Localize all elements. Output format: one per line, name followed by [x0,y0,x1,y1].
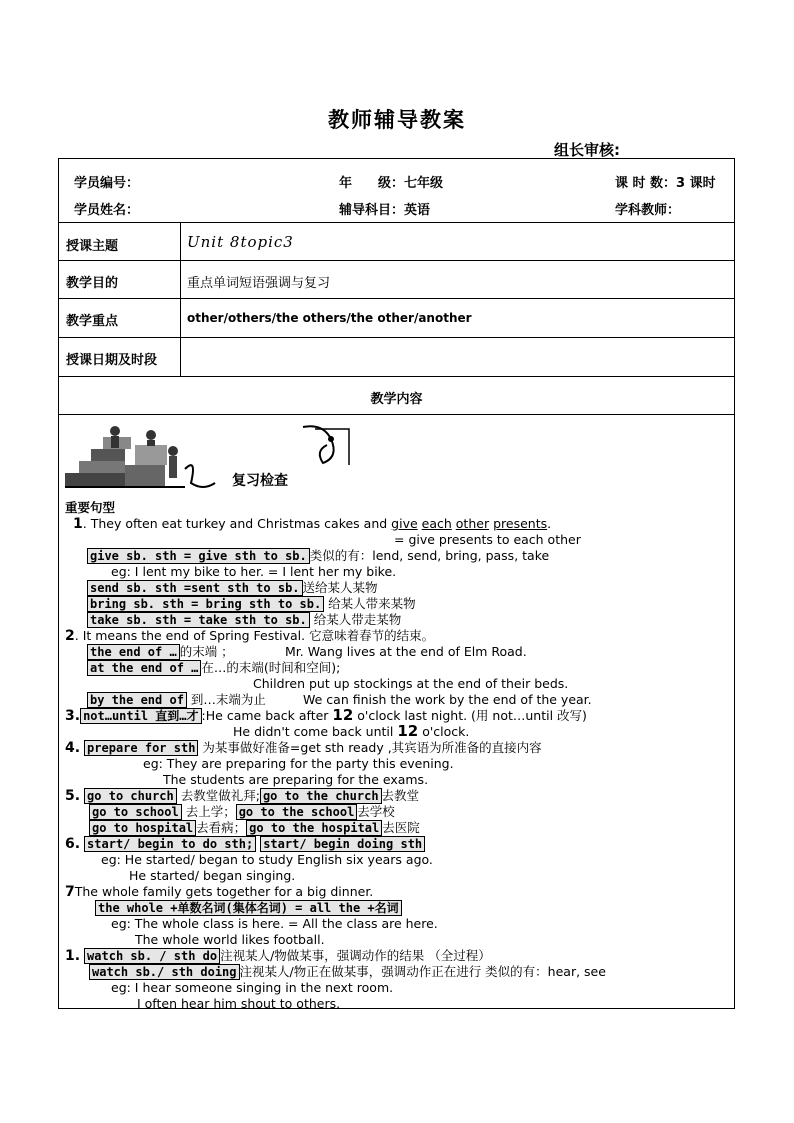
phrase-box: start/ begin to do sth; [84,836,256,852]
phrase-send [87,580,378,596]
subject-label: 辅导科目： [339,203,405,218]
text: 去教堂做礼拜; [180,788,260,803]
phrase-school [89,804,395,820]
phrase-box: the whole +单数名词(集体名词) = all the +名词 [95,900,402,916]
grade-label: 年 级： [339,176,405,191]
example-at-end: Children put up stockings at the end of their beds. [253,676,569,691]
text: 注视某人/物正在做某事，强调动作正在进行 类似的有：hear, see [239,964,606,979]
sentence-3 [65,708,587,724]
phrase-at-end [87,660,340,676]
teaching-content [59,159,734,1011]
example-whole-2: The whole world likes football. [135,932,325,947]
phrase-box: not…until 直到…才 [80,708,201,724]
student-name-label: 学员姓名： [74,203,140,218]
text: 给某人带走某物 [313,612,402,627]
text: 在…的末端(时间和空间); [201,660,341,675]
banner-title: 复习检查 [232,473,288,489]
item-number: 6. [65,836,81,852]
phrase-hospital [89,820,420,836]
item-number: 3. [65,708,81,724]
sentence-7 [65,884,373,900]
phrase-whole [95,900,402,916]
phrase-box: watch sb. / sth do [84,948,220,964]
phrase-box: prepare for sth [84,740,198,756]
phrase-start [65,836,425,852]
example-whole-1: eg: The whole class is here. = All the class are here. [111,916,438,931]
text: presents [493,516,548,531]
date-label: 授课日期及时段 [66,353,158,368]
text: 到…末端为止 [190,692,266,707]
text: 去学校 [357,804,395,819]
text: each [421,516,452,531]
example-end-of: Mr. Wang lives at the end of Elm Road. [285,644,527,659]
example-by-end: We can finish the work by the end of the year. [303,692,592,707]
text: 去看病； [196,820,247,835]
example-prepare-2: The students are preparing for the exams. [163,772,429,787]
text: :He came back after [201,708,333,723]
phrase-box: at the end of … [87,660,201,676]
student-id-label: 学员编号： [74,176,140,191]
text: 12 [397,722,419,740]
phrase-box: watch sb./ sth doing [89,964,240,980]
section-heading: 重要句型 [65,500,116,515]
phrase-watch-do [65,948,491,964]
phrase-box: take sb. sth = take sth to sb. [87,612,310,628]
text: 去上学； [185,804,236,819]
phrase-box: start/ begin doing sth [260,836,425,852]
phrase-box: go to school [89,804,182,820]
phrase-box: give sb. sth = give sth to sb. [87,548,310,564]
phrase-prepare [65,740,542,756]
item-number: 4. [65,740,81,756]
item-number: 1 [73,516,83,532]
text: The whole family gets together for a big dinner. [74,884,374,899]
item-number: 5. [65,788,81,804]
text: other [455,516,490,531]
text: . [547,516,552,531]
phrase-box: by the end of [87,692,187,708]
example-watch-1: eg: I hear someone singing in the next room. [111,980,394,995]
text: . They often eat turkey and Christmas cakes and [82,516,392,531]
phrase-box: go to the school [236,804,358,820]
content-section-title: 教学内容 [370,392,423,407]
text: 去教堂 [381,788,420,803]
text: . It means the end of Spring Festival. 它意味着春节的结束。 [74,628,435,643]
text: 的末端 ； [179,644,234,659]
phrase-box: the end of … [87,644,180,660]
example-watch-2: I often hear him shout to others. [137,996,341,1011]
grade-value: 七年级 [404,176,444,191]
goal-value: 重点单词短语强调与复习 [187,276,331,291]
example-start-1: eg: He started/ began to study English six years ago. [101,852,433,867]
text: 注视某人/物做某事，强调动作的结果 （全过程） [220,948,491,963]
topic-value: Unit 8topic3 [187,233,294,251]
goal-label: 教学目的 [66,276,119,291]
hours-label: 课 时 数：3 课时 [615,176,716,191]
text: give [391,516,418,531]
sentence-3-rewrite [233,724,469,739]
example-prepare-1: eg: They are preparing for the party this evening. [143,756,454,771]
text: o'clock last night. (用 not…until 改写) [353,708,587,723]
text: 送给某人某物 [302,580,378,595]
sentence-2 [65,628,434,644]
topic-label: 授课主题 [66,239,119,254]
teacher-label: 学科教师： [615,203,681,218]
item-number: 1. [65,948,81,964]
text: 去医院 [382,820,420,835]
lesson-plan-table [58,158,735,1009]
text: 为某事做好准备=get sth ready ,其宾语为所准备的直接内容 [202,740,542,755]
phrase-box: go to church [84,788,177,804]
text: He didn't come back until [233,724,398,739]
phrase-church [65,788,419,804]
subject-value: 英语 [404,203,431,218]
item-number: 7 [65,884,75,900]
phrase-box: bring sb. sth = bring sth to sb. [87,596,324,612]
phrase-watch-doing [89,964,606,980]
review-label: 组长审核: [554,141,620,159]
phrase-bring [87,596,416,612]
phrase-by-end [87,692,266,708]
text: o'clock. [418,724,470,739]
text: 给某人带来某物 [328,596,416,611]
phrase-take [87,612,401,628]
sentence-1-alt: = give presents to each other [394,532,581,547]
example-give: eg: I lent my bike to her. = I lent her my bike. [111,564,397,579]
phrase-end-of [87,644,234,660]
page-title: 教师辅导教案 [328,107,466,132]
phrase-box: go to the hospital [246,820,382,836]
phrase-give [87,548,549,564]
focus-value: other/others/the others/the other/another [187,311,472,325]
phrase-box: send sb. sth =sent sth to sb. [87,580,303,596]
sentence-1 [73,516,551,532]
item-number: 2 [65,628,75,644]
text: 类似的有：lend, send, bring, pass, take [309,548,550,563]
example-start-2: He started/ began singing. [129,868,296,883]
phrase-box: go to hospital [89,820,196,836]
focus-label: 教学重点 [66,314,119,329]
phrase-box: go to the church [260,788,382,804]
text: 12 [332,706,354,724]
